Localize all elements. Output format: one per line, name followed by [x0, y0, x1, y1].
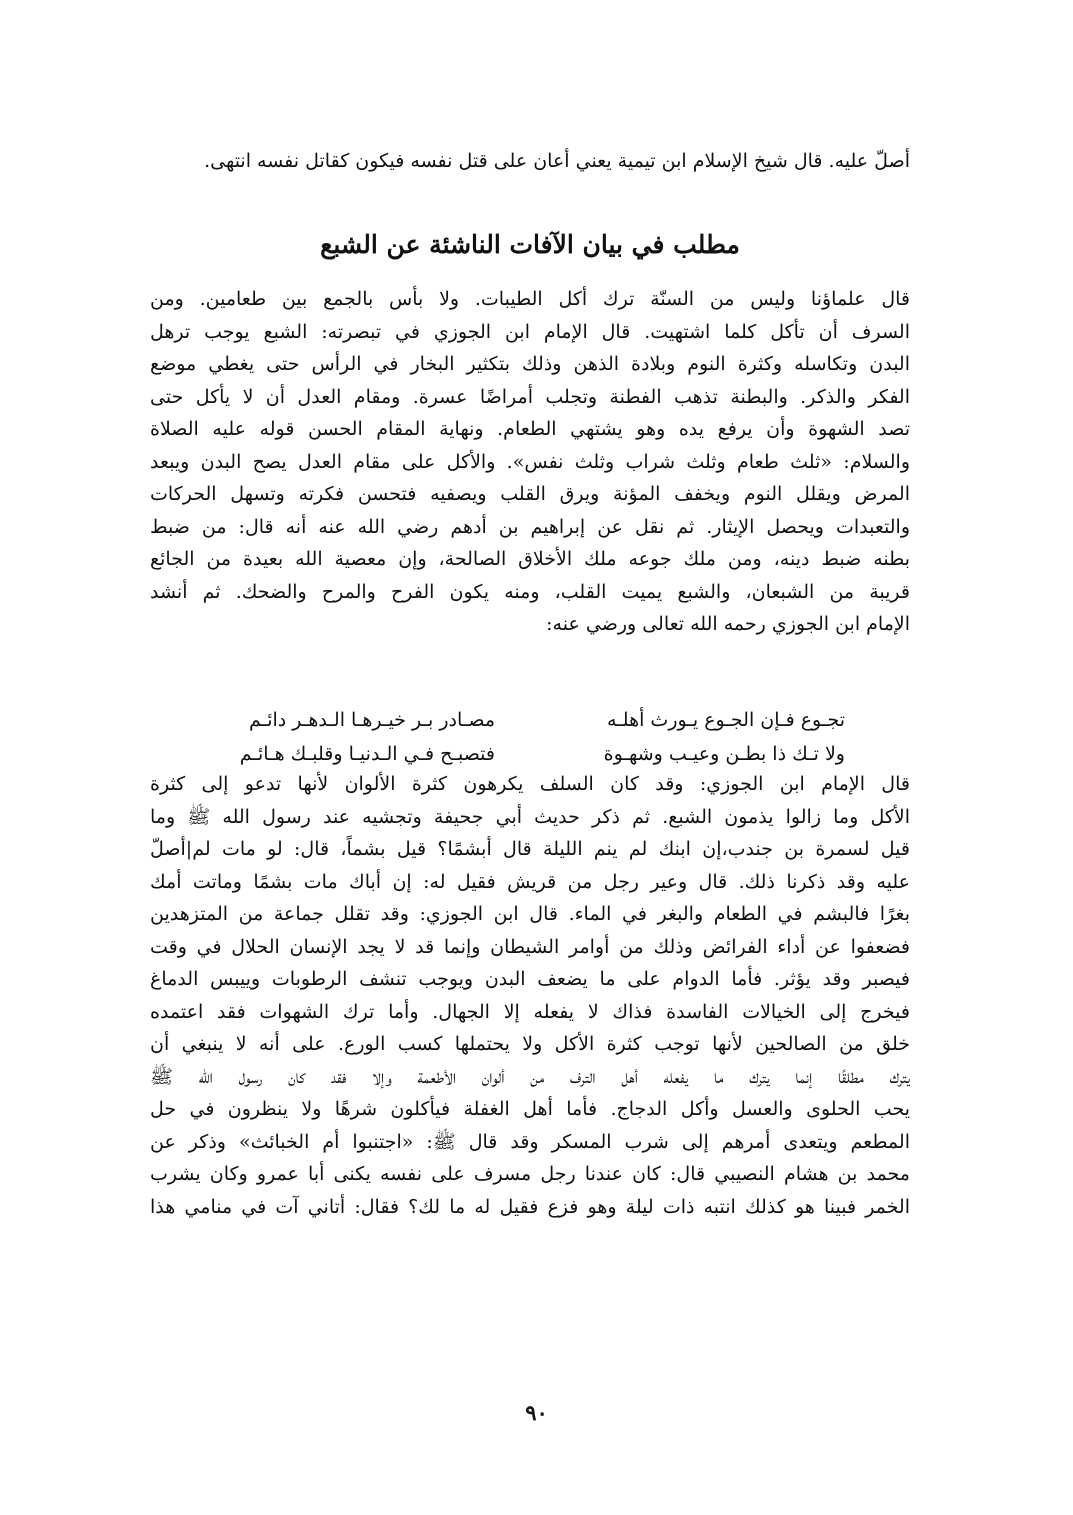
section-heading: مطلب في بيان الآفات الناشئة عن الشبع [320, 230, 740, 259]
poem [195, 703, 845, 771]
paragraph-2 [150, 768, 910, 1223]
text-line: أصلّ عليه. قال شيخ الإسلام ابن تيمية يعني أعان على قتل نفسه فيكون كقاتل نفسه انتهى. [204, 150, 910, 172]
text-line: قال الإمام ابن الجوزي: وقد كان السلف يكرهون كثرة الألوان لأنها تدعو إلى كثرة [150, 773, 910, 795]
text-line: الخمر فبينا هو كذلك انتبه ذات ليلة وهو فزع فقيل له ما لك؟ فقال: أتاني آت في منامي هذا [150, 1195, 910, 1218]
text-line: والتعبدات ويحصل الإيثار. ثم نقل عن إبراهيم بن أدهم رضي الله عنه أنه قال: من ضبط [150, 515, 910, 538]
text-line: فيخرج إلى الخيالات الفاسدة فذاك لا يفعله إلا الجهال. وأما ترك الشهوات فقد اعتمده [150, 1000, 910, 1023]
text-line: قال علماؤنا وليس من السنّة ترك أكل الطيبات. ولا بأس بالجمع بين طعامين. ومن [150, 288, 910, 310]
text-line: المرض ويقلل النوم ويخفف المؤنة ويرق القلب ويصفيه فتحسن فكرته وتسهل الحركات [150, 483, 910, 505]
text-line: الأكل وما زالوا يذمون الشبع. ثم ذكر حديث أبي جحيفة وتجشيه عند رسول الله ﷺ وما [150, 805, 910, 828]
text-line: بغرًا فالبشم في الطعام والبغر في الماء. قال ابن الجوزي: وقد تقلل جماعة من المتزهدين [150, 903, 910, 925]
text-line: بطنه ضبط دينه، ومن ملك جوعه ملك الأخلاق الصالحة، وإن معصية الله بعيدة من الجائع [150, 548, 910, 570]
paragraph-1 [150, 283, 910, 641]
text-line: الفكر والذكر. والبطنة تذهب الفطنة وتجلب أمراضًا عسرة. ومقام العدل أن لا يأكل حتى [150, 385, 910, 408]
text-line: السرف أن تأكل كلما اشتهيت. قال الإمام ابن الجوزي في تبصرته: الشبع يوجب ترهل [150, 320, 910, 343]
text-line: يحب الحلوى والعسل وأكل الدجاج. فأما أهل الغفلة فيأكلون شرهًا ولا ينظرون في حل [150, 1098, 910, 1120]
text-line: قريبة من الشبعان، والشبع يميت القلب، ومنه يكون الفرح والمرح والضحك. ثم أنشد [150, 580, 910, 603]
poem-second-hemistich: مصـادر بـر خيـرهـا الـدهـر دائـم [249, 709, 495, 731]
poem-second-hemistich: فتصبـح فـي الـدنيـا وقلبـك هـائـم [239, 743, 495, 765]
text-line: والسلام: «ثلث طعام وثلث شراب وثلث نفس». والأكل على مقام العدل يصح البدن ويبعد [150, 450, 910, 473]
text-line: يترك مطلقًا إنما يترك ما يفعله أهل الترف من ألوان الأطعمة وإلا فقد كان رسول الله ﷺ [150, 1065, 910, 1088]
text-line: محمد بن هشام النصيبي قال: كان عندنا رجل مسرف على نفسه يكنى أبا عمرو وكان يشرب [150, 1163, 910, 1185]
text-line: الإمام ابن الجوزي رحمه الله تعالى ورضي عنه: [546, 613, 910, 635]
continuation-line [150, 145, 910, 177]
text-line: خلق من الصالحين لأنها توجب كثرة الأكل ولا يحتملها كسب الورع. على أنه لا ينبغي أن [150, 1033, 910, 1055]
text-line: البدن وتكاسله وكثرة النوم وبلادة الذهن وذلك بتكثير البخار في الرأس حتى يغطي موضع [150, 353, 910, 375]
poem-first-hemistich: ولا تـك ذا بطـن وعيـب وشهـوة [603, 743, 845, 765]
poem-verse [195, 737, 845, 771]
text-line: المطعم ويتعدى أمرهم إلى شرب المسكر وقد قال ﷺ: «اجتنبوا أم الخبائث» وذكر عن [150, 1130, 910, 1153]
text-line: فضعفوا عن أداء الفرائض وذلك من أوامر الشيطان وإنما قد لا يجد الإنسان الحلال في وقت [150, 935, 910, 958]
text-line: قيل لسمرة بن جندب،إن ابنك لم ينم الليلة قال أبشمًا؟ قيل بشماً، قال: لو مات لم|أصلّ [150, 838, 910, 860]
text-line: فيصبر وقد يؤثر. فأما الدوام على ما يضعف البدن ويوجب تنشف الرطوبات وييبس الدماغ [150, 968, 910, 990]
poem-verse [195, 703, 845, 737]
text-line: عليه وقد ذكرنا ذلك. قال وعير رجل من قريش فقيل له: إن أباك مات بشمًا وماتت أمك [150, 870, 910, 893]
poem-first-hemistich: تجـوع فـإن الجـوع يـورث أهلـه [607, 709, 845, 731]
text-line: تصد الشهوة وأن يرفع يده وهو يشتهي الطعام. ونهاية المقام الحسن قوله عليه الصلاة [150, 418, 910, 440]
page-number: ٩٠ [525, 1400, 548, 1425]
